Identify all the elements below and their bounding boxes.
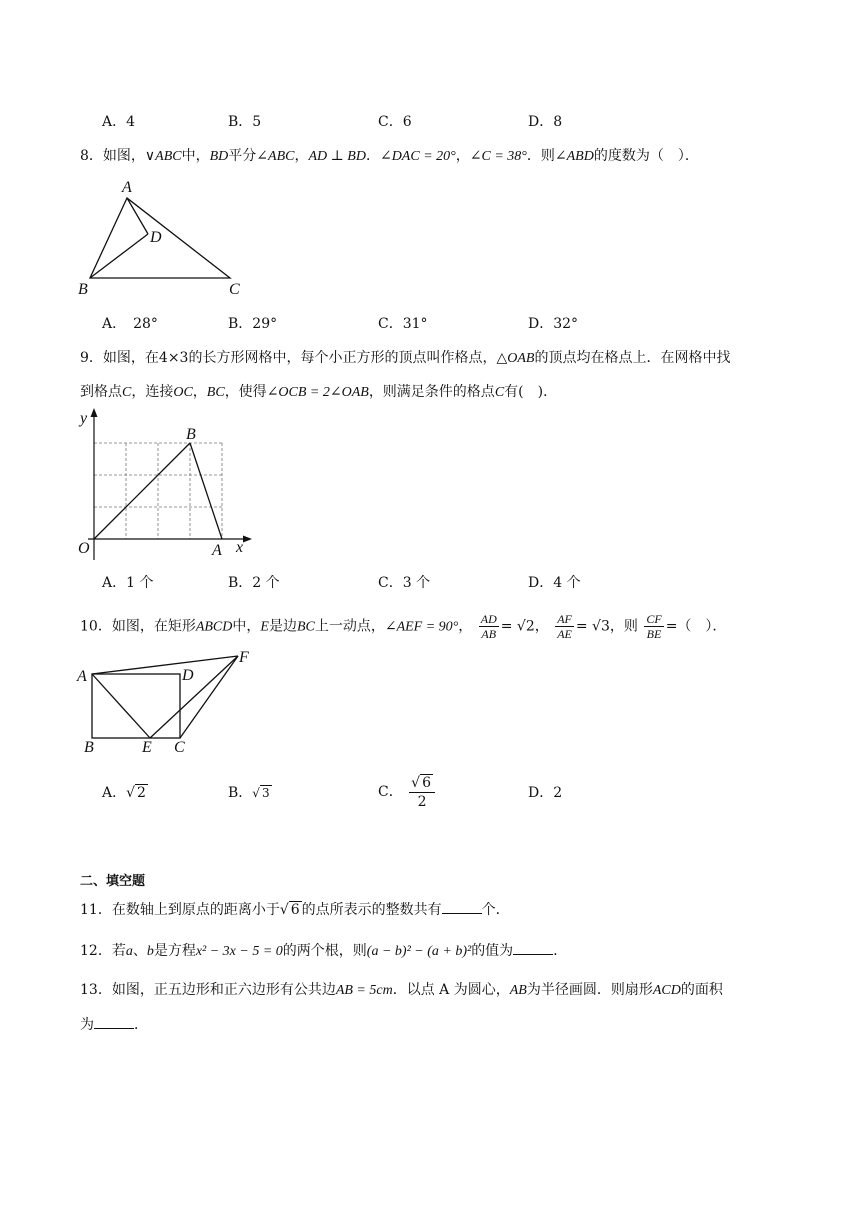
q10-figure xyxy=(74,648,264,756)
q7-option-b: B．5 xyxy=(228,114,262,130)
q8-figure xyxy=(75,178,255,298)
q9-label-a: A xyxy=(212,542,222,559)
q8-label-a: A xyxy=(122,179,132,196)
q10-frac-ad-ab xyxy=(479,612,499,641)
frac-numerator: AF xyxy=(557,612,572,626)
q8-text: ．则 xyxy=(526,148,555,164)
q10-number: 10． xyxy=(80,618,112,635)
q10-text: ， xyxy=(458,618,473,635)
q13-text: 为半径画圆．则扇形 xyxy=(526,982,653,998)
q8-text: 平分 xyxy=(228,148,257,164)
frac-denominator: BE xyxy=(646,627,662,641)
q10-option-d: D．2 xyxy=(528,785,563,801)
q9-math: 4×3 xyxy=(158,350,189,366)
q10-math: ∠AEF = 90° xyxy=(384,619,459,635)
q9-label-x: x xyxy=(236,539,244,556)
q9-math: OC xyxy=(173,385,193,400)
q10-label-f: F xyxy=(239,649,249,666)
q8-option-a: A． 28° xyxy=(102,316,158,332)
q13-text: 为 xyxy=(80,1017,94,1033)
q8-number: 8． xyxy=(80,148,103,164)
q9-math: C xyxy=(494,385,505,400)
q12-math: a xyxy=(125,944,133,959)
q10-label-e: E xyxy=(142,739,152,756)
q13-text: ． xyxy=(134,1017,148,1033)
q13-text: ．以点 A 为圆心， xyxy=(392,982,510,998)
section-heading: 二、填空题 xyxy=(80,874,146,889)
q12-text: ． xyxy=(553,943,568,959)
q10-option-a-letter: A． xyxy=(102,785,127,801)
q8-label-b: B xyxy=(78,281,88,298)
q13-text: 13．如图，正五边形和正六边形有公共边 xyxy=(80,982,336,998)
q9-option-b: B．2 个 xyxy=(228,575,280,591)
q12-expression: (a − b)² − (a + b)² xyxy=(366,944,472,959)
q11-stem: 11．在数轴上到原点的距离小于√ 6 的点所表示的整数共有 个． xyxy=(80,899,510,920)
q8-math: AD ⊥ BD xyxy=(308,149,366,164)
q8-math: ∠ABC xyxy=(256,149,295,164)
q10-math: BC xyxy=(296,619,315,635)
q9-label-y: y xyxy=(80,410,88,427)
q9-option-a: A．1 个 xyxy=(102,575,154,591)
q10-option-c-letter: C． xyxy=(378,784,403,800)
answer-blank xyxy=(442,899,482,914)
q13-math: AB = 5cm xyxy=(335,983,393,998)
q12-math: b xyxy=(146,944,154,959)
q10-frac-cf-be xyxy=(644,612,663,641)
q9-math: △OAB xyxy=(496,351,535,366)
q8-math: ∠DAC = 20° xyxy=(379,149,456,164)
q11-text: 个． xyxy=(481,902,510,918)
q9-number: 9． xyxy=(80,350,103,366)
q9-text: 到格点 xyxy=(80,384,122,400)
q13-math: AB xyxy=(509,983,527,998)
q8-option-c: C．31° xyxy=(378,316,428,332)
q7-option-a: A．4 xyxy=(102,114,136,130)
q8-math: ∠ABD xyxy=(554,149,594,164)
q7-option-d: D．8 xyxy=(528,114,563,130)
q9-text: ， xyxy=(192,384,207,400)
frac-numerator: CF xyxy=(646,612,662,626)
q11-sqrt-value: 6 xyxy=(290,902,300,918)
q12-text: 的值为 xyxy=(471,943,514,959)
q10-frac2-rhs: = √3 xyxy=(575,618,610,635)
q13-stem-line1 xyxy=(80,980,723,1001)
q8-option-d: D．32° xyxy=(528,316,579,332)
q9-figure xyxy=(74,405,264,565)
q9-math: BC xyxy=(206,385,225,400)
q12-stem xyxy=(80,940,567,962)
q9-text: ，使得 xyxy=(224,384,267,400)
q10-then: ，则 xyxy=(609,618,638,635)
q9-text: ，则满足条件的格点 xyxy=(368,384,495,400)
q8-text: ， xyxy=(455,148,470,164)
q12-text: 、 xyxy=(132,943,147,959)
q10-math: E xyxy=(260,619,269,635)
q10-text: 中， xyxy=(232,618,261,635)
frac-denominator: 2 xyxy=(417,793,427,810)
q9-text: 的顶点均在格点上．在网格中找 xyxy=(534,350,731,366)
frac-denominator: AB xyxy=(481,627,497,641)
q7-option-c: C．6 xyxy=(378,114,412,130)
q10-option-c xyxy=(378,772,437,812)
q10-frac1-rhs: = √2 xyxy=(500,618,535,635)
q9-math: C xyxy=(122,385,132,400)
q8-math: BD xyxy=(209,149,229,164)
q9-stem-line2 xyxy=(80,382,557,403)
q8-text: ． xyxy=(365,148,380,164)
q10-text: 是边 xyxy=(268,618,297,635)
q10-label-c: C xyxy=(174,739,185,756)
q10-label-b: B xyxy=(84,739,94,756)
frac-numerator: 6 xyxy=(422,774,432,791)
q10-label-a: A xyxy=(77,668,87,685)
answer-blank xyxy=(513,940,553,955)
q9-option-d: D．4 个 xyxy=(528,575,581,591)
q8-text: ， xyxy=(294,148,309,164)
q10-option-a: A．√ 2 xyxy=(102,785,146,801)
q9-label-b: B xyxy=(186,426,196,443)
q9-text: 如图，在 xyxy=(102,350,159,366)
q10-stem: 10．如图，在矩形ABCD中，E是边BC上一动点，∠AEF = 90°， $\frac{AD}{AB}$ = √2， $\frac{AF}{AE}$ = √3，则 $\frac{CF}{BE}$ =（ ）． xyxy=(80,612,727,641)
q8-text: 中， xyxy=(181,148,210,164)
q10-label-d: D xyxy=(182,667,194,684)
q12-text: 的两个根，则 xyxy=(282,943,367,959)
q9-math: ∠OCB = 2∠OAB xyxy=(266,385,369,400)
q12-text: 是方程 xyxy=(153,943,196,959)
q10-math: ABCD xyxy=(195,619,233,635)
q13-math: ACD xyxy=(652,983,681,998)
q8-text: 的度数为（ ）． xyxy=(593,148,699,164)
frac-numerator: AD xyxy=(480,612,497,626)
q10-frac-af-ae xyxy=(555,612,574,641)
q9-text: 的长方形网格中，每个小正方形的顶点叫作格点， xyxy=(188,350,497,366)
q9-option-c: C．3 个 xyxy=(378,575,431,591)
q10-frac3-rhs: =（ ）． xyxy=(665,618,727,635)
q10-text: 如图，在矩形 xyxy=(111,618,196,635)
q9-text: ，连接 xyxy=(131,384,174,400)
q10-option-b-value: 3 xyxy=(261,786,270,800)
q8-text: 如图， xyxy=(102,148,145,164)
q10-option-b-letter: B． xyxy=(228,785,253,801)
q9-text: 有( )． xyxy=(504,384,558,400)
q13-text: 的面积 xyxy=(680,982,723,998)
q11-text: 的点所表示的整数共有 xyxy=(301,902,442,918)
q8-math: ∠C = 38° xyxy=(469,149,527,164)
q9-label-o: O xyxy=(78,540,90,557)
frac-denominator: AE xyxy=(557,627,572,641)
q10-option-b: B．√ 3 xyxy=(228,785,270,801)
q10-option-a-value: 2 xyxy=(137,785,146,801)
q10-text: 上一动点， xyxy=(314,618,385,635)
q8-option-b: B．29° xyxy=(228,316,278,332)
q12-equation: x² − 3x − 5 = 0 xyxy=(195,944,283,959)
q8-label-c: C xyxy=(229,281,240,298)
q12-text: 12．若 xyxy=(80,943,126,959)
q8-label-d: D xyxy=(150,229,162,246)
q8-triangle: ∨ABC xyxy=(144,149,182,164)
q10-option-c-frac: $\frac{√ 6}{2}$ xyxy=(409,774,435,811)
q8-stem xyxy=(80,146,699,167)
q11-text: 11．在数轴上到原点的距离小于 xyxy=(80,902,280,918)
q13-stem-line2 xyxy=(80,1014,148,1035)
answer-blank xyxy=(94,1014,134,1029)
q9-stem-line1 xyxy=(80,348,730,369)
